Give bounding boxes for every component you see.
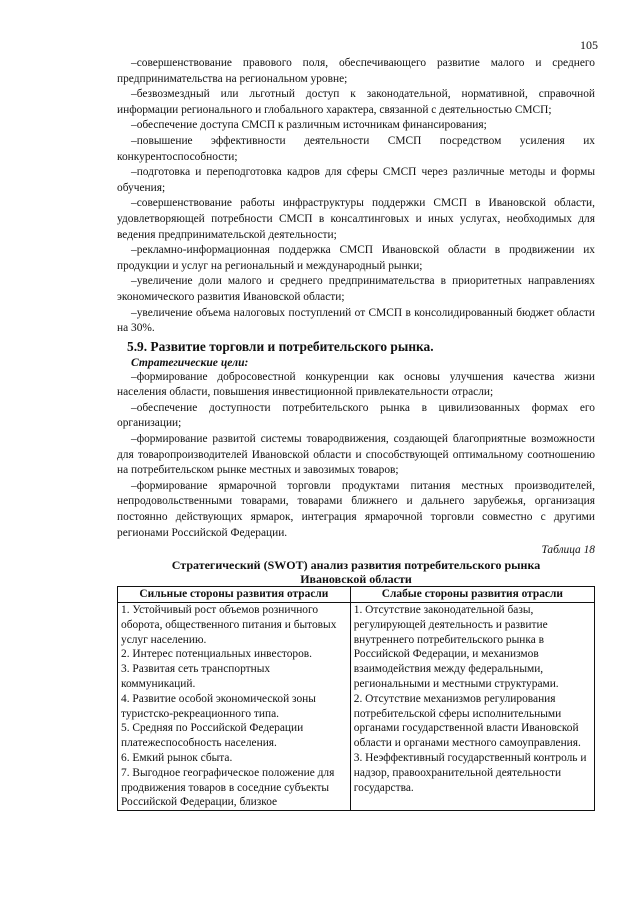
- table-caption: Таблица 18: [541, 544, 595, 557]
- list-item: –увеличение объема налоговых поступлений от СМСП в консолидированный бюджет области на 30%.: [117, 306, 595, 335]
- list-item: –совершенствование работы инфраструктуры поддержки СМСП в Ивановской области, удовлетворяющей потребности СМСП в консалтинговых и иных услугах, необходимых для ведения предпринимательской деятельности;: [117, 197, 595, 241]
- list-item: –безвозмездный или льготный доступ к законодательной, нормативной, справочной информации регионального и глобального характера, связанной с деятельностью СМСП;: [117, 88, 595, 116]
- list-item: –совершенствование правового поля, обеспечивающего развитие малого и среднего предпринимательства на региональном уровне;: [117, 57, 595, 85]
- list-item: –формирование добросовестной конкуренции как основы улучшения качества жизни населения области, повышения инвестиционной привлекательности отрасли;: [117, 370, 595, 399]
- page-number: 105: [580, 38, 598, 52]
- table-title-line: Стратегический (SWOT) анализ развития потребительского рынка: [171, 558, 541, 573]
- header-weaknesses: Слабые стороны развития отрасли: [350, 587, 594, 603]
- list-item: –подготовка и переподготовка кадров для сферы СМСП через различные методы и формы обучения;: [117, 166, 595, 194]
- strengths-cell: [118, 603, 351, 811]
- table-header-row: [118, 587, 595, 603]
- list-item: –обеспечение доступа СМСП к различным источникам финансирования;: [131, 119, 487, 132]
- list-item: –повышение эффективности деятельности СМСП посредством усиления их конкурентоспособности;: [117, 134, 595, 163]
- weakness-item: 1. Отсутствие законодательной базы, регулирующей деятельность и развитие внутреннего потребительского рынка в Российской Федерации, и механизмов взаимодействия между федеральными, региональными и местными структурами.: [353, 604, 559, 690]
- table-title: [117, 558, 595, 586]
- page-content: [117, 56, 595, 811]
- strength-item: 1. Устойчивый рост объемов розничного оборота, общественного питания и бытовых услуг населению.: [121, 604, 337, 646]
- top-list: [117, 56, 595, 337]
- strength-item: 6. Емкий рынок сбыта.: [121, 751, 233, 764]
- strength-item: 4. Развитие особой экономической зоны туристско-рекреационного типа.: [121, 692, 316, 720]
- strength-item: 5. Средняя по Российской Федерации платежеспособность населения.: [121, 722, 304, 750]
- section-heading: 5.9. Развитие торговли и потребительского рынка.: [127, 338, 434, 354]
- strength-item: 3. Развитая сеть транспортных коммуникаций.: [121, 663, 271, 690]
- swot-table: [117, 586, 595, 811]
- table-title-line: Ивановской области: [300, 572, 412, 587]
- header-strengths: Сильные стороны развития отрасли: [118, 587, 351, 603]
- subheading: Стратегические цели:: [131, 355, 249, 369]
- list-item: –увеличение доли малого и среднего предпринимательства в приоритетных направлениях экономического развития Ивановской области;: [117, 275, 595, 303]
- table-row: [118, 603, 595, 811]
- list-item: –рекламно-информационная поддержка СМСП Ивановской области в продвижении их продукции и услуг на региональный и международный рынки;: [117, 244, 595, 272]
- list-item: –обеспечение доступности потребительского рынка в цивилизованных формах его организации;: [117, 401, 595, 430]
- strength-item: 2. Интерес потенциальных инвесторов.: [121, 648, 313, 661]
- list-item: –формирование развитой системы товародвижения, создающей благоприятные возможности для товаропроизводителей Ивановской области и способствующей оптимальному соотношению на потребительском рынке местных и завозимых товаров;: [117, 433, 595, 477]
- goals-list: [117, 370, 595, 542]
- weakness-item: 3. Неэффективный государственный контроль и надзор, правоохранительной деятельности государства.: [353, 751, 587, 794]
- weaknesses-cell: [350, 603, 594, 811]
- list-item: –формирование ярмарочной торговли продуктами питания местных производителей, непродовольственными товарами, товарами ближнего и дальнего зарубежья, организация постоянно действующих ярмарок, интеграция ярмарочной торговли совместно с другими регионами Российской Федерации.: [117, 479, 595, 539]
- strength-item: 7. Выгодное географическое положение для продвижения товаров в соседние субъекты Российской Федерации, близкое: [121, 766, 335, 809]
- weakness-item: 2. Отсутствие механизмов регулирования потребительской сферы исполнительными органами государственной власти Ивановской области и органами местного самоуправления.: [353, 692, 581, 750]
